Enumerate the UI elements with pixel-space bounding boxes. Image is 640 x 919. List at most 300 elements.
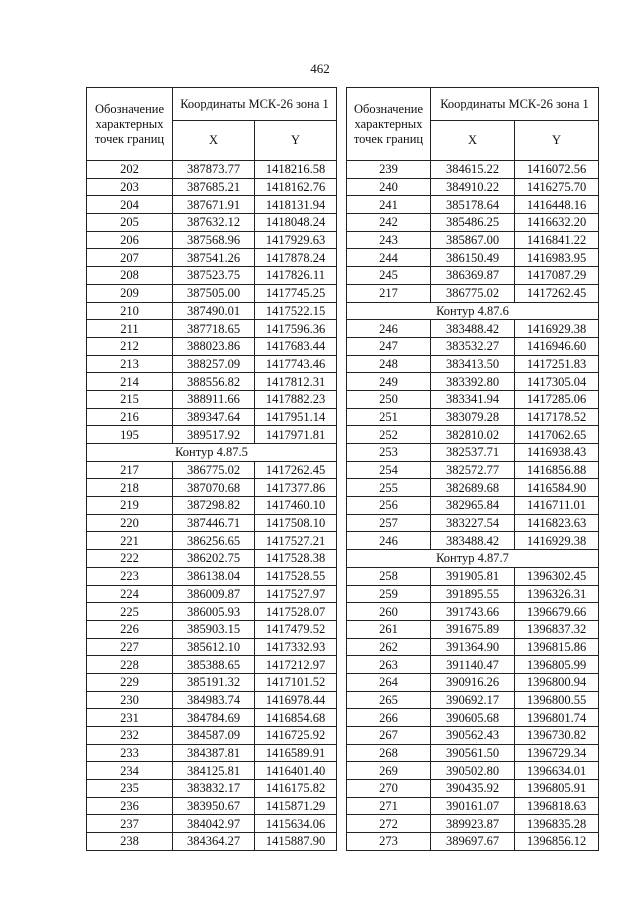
x-coordinate: 386775.02 <box>431 284 515 302</box>
table-row <box>87 833 337 851</box>
y-coordinate: 1417305.04 <box>515 373 599 391</box>
point-number: 267 <box>347 727 431 745</box>
point-number: 248 <box>347 355 431 373</box>
table-row <box>87 479 337 497</box>
x-coordinate: 382810.02 <box>431 426 515 444</box>
x-coordinate: 391675.89 <box>431 620 515 638</box>
table-row <box>87 603 337 621</box>
y-coordinate: 1416275.70 <box>515 178 599 196</box>
x-coordinate: 390502.80 <box>431 762 515 780</box>
y-coordinate: 1416856.88 <box>515 461 599 479</box>
table-row <box>87 408 337 426</box>
y-coordinate: 1417745.25 <box>255 284 337 302</box>
y-coordinate: 1396815.86 <box>515 638 599 656</box>
column-header-points: Обозначение характерных точек границ <box>347 88 431 161</box>
point-number: 208 <box>87 267 173 285</box>
table-row <box>87 744 337 762</box>
x-coordinate: 384784.69 <box>173 709 255 727</box>
y-coordinate: 1418162.76 <box>255 178 337 196</box>
x-coordinate: 387671.91 <box>173 196 255 214</box>
table-row <box>347 214 599 232</box>
contour-label: Контур 4.87.7 <box>347 550 599 568</box>
x-coordinate: 386009.87 <box>173 585 255 603</box>
point-number: 272 <box>347 815 431 833</box>
table-row <box>347 709 599 727</box>
table-row <box>87 815 337 833</box>
point-number: 268 <box>347 744 431 762</box>
x-coordinate: 384587.09 <box>173 727 255 745</box>
table-row <box>347 780 599 798</box>
table-body-right <box>347 161 599 851</box>
x-coordinate: 390161.07 <box>431 797 515 815</box>
table-row <box>347 797 599 815</box>
y-coordinate: 1416929.38 <box>515 320 599 338</box>
x-coordinate: 390562.43 <box>431 727 515 745</box>
x-coordinate: 386150.49 <box>431 249 515 267</box>
y-coordinate: 1396835.28 <box>515 815 599 833</box>
point-number: 254 <box>347 461 431 479</box>
point-number: 223 <box>87 567 173 585</box>
x-coordinate: 387873.77 <box>173 161 255 179</box>
point-number: 271 <box>347 797 431 815</box>
y-coordinate: 1416589.91 <box>255 744 337 762</box>
table-row <box>87 426 337 444</box>
point-number: 270 <box>347 780 431 798</box>
y-coordinate: 1417178.52 <box>515 408 599 426</box>
table-row <box>347 390 599 408</box>
y-coordinate: 1417262.45 <box>255 461 337 479</box>
table-row <box>87 532 337 550</box>
x-coordinate: 385486.25 <box>431 214 515 232</box>
x-coordinate: 388556.82 <box>173 373 255 391</box>
x-coordinate: 387490.01 <box>173 302 255 320</box>
x-coordinate: 386256.65 <box>173 532 255 550</box>
point-number: 262 <box>347 638 431 656</box>
x-coordinate: 390916.26 <box>431 673 515 691</box>
column-header-y: Y <box>515 120 599 160</box>
point-number: 246 <box>347 532 431 550</box>
y-coordinate: 1417528.38 <box>255 550 337 568</box>
y-coordinate: 1396730.82 <box>515 727 599 745</box>
table-row <box>347 815 599 833</box>
column-header-y: Y <box>255 120 337 160</box>
table-row <box>87 585 337 603</box>
point-number: 259 <box>347 585 431 603</box>
table-row <box>347 833 599 851</box>
point-number: 237 <box>87 815 173 833</box>
y-coordinate: 1418048.24 <box>255 214 337 232</box>
y-coordinate: 1415871.29 <box>255 797 337 815</box>
table-row <box>347 479 599 497</box>
point-number: 240 <box>347 178 431 196</box>
point-number: 222 <box>87 550 173 568</box>
table-row <box>87 497 337 515</box>
table-row <box>87 461 337 479</box>
table-row <box>87 709 337 727</box>
x-coordinate: 385191.32 <box>173 673 255 691</box>
x-coordinate: 385388.65 <box>173 656 255 674</box>
column-header-coordinates: Координаты МСК-26 зона 1 <box>173 88 337 121</box>
y-coordinate: 1417878.24 <box>255 249 337 267</box>
x-coordinate: 384364.27 <box>173 833 255 851</box>
x-coordinate: 384125.81 <box>173 762 255 780</box>
table-row <box>347 638 599 656</box>
table-row <box>87 320 337 338</box>
y-coordinate: 1418216.58 <box>255 161 337 179</box>
point-number: 258 <box>347 567 431 585</box>
table-row <box>87 390 337 408</box>
y-coordinate: 1417087.29 <box>515 267 599 285</box>
x-coordinate: 385612.10 <box>173 638 255 656</box>
table-row <box>87 638 337 656</box>
table-row <box>87 550 337 568</box>
x-coordinate: 390435.92 <box>431 780 515 798</box>
x-coordinate: 383079.28 <box>431 408 515 426</box>
point-number: 230 <box>87 691 173 709</box>
y-coordinate: 1417743.46 <box>255 355 337 373</box>
y-coordinate: 1416854.68 <box>255 709 337 727</box>
point-number: 257 <box>347 514 431 532</box>
table-row <box>87 302 337 320</box>
table-row <box>347 497 599 515</box>
x-coordinate: 383488.42 <box>431 532 515 550</box>
point-number: 269 <box>347 762 431 780</box>
contour-row <box>347 550 599 568</box>
page-number: 462 <box>310 61 330 76</box>
point-number: 253 <box>347 444 431 462</box>
point-number: 249 <box>347 373 431 391</box>
contour-row <box>347 302 599 320</box>
x-coordinate: 387541.26 <box>173 249 255 267</box>
x-coordinate: 387568.96 <box>173 231 255 249</box>
x-coordinate: 391743.66 <box>431 603 515 621</box>
point-number: 241 <box>347 196 431 214</box>
point-number: 255 <box>347 479 431 497</box>
y-coordinate: 1416983.95 <box>515 249 599 267</box>
point-number: 218 <box>87 479 173 497</box>
point-number: 247 <box>347 337 431 355</box>
y-coordinate: 1417101.52 <box>255 673 337 691</box>
column-header-x: X <box>173 120 255 160</box>
point-number: 211 <box>87 320 173 338</box>
point-number: 251 <box>347 408 431 426</box>
y-coordinate: 1396837.32 <box>515 620 599 638</box>
y-coordinate: 1396729.34 <box>515 744 599 762</box>
x-coordinate: 385867.00 <box>431 231 515 249</box>
y-coordinate: 1417377.86 <box>255 479 337 497</box>
y-coordinate: 1415634.06 <box>255 815 337 833</box>
x-coordinate: 383341.94 <box>431 390 515 408</box>
table-row <box>87 337 337 355</box>
table-row <box>87 780 337 798</box>
x-coordinate: 387298.82 <box>173 497 255 515</box>
x-coordinate: 387070.68 <box>173 479 255 497</box>
x-coordinate: 384983.74 <box>173 691 255 709</box>
y-coordinate: 1417528.07 <box>255 603 337 621</box>
y-coordinate: 1416632.20 <box>515 214 599 232</box>
table-row <box>347 231 599 249</box>
table-row <box>347 161 599 179</box>
table-row <box>347 461 599 479</box>
table-row <box>347 408 599 426</box>
table-row <box>347 727 599 745</box>
y-coordinate: 1417951.14 <box>255 408 337 426</box>
y-coordinate: 1416823.63 <box>515 514 599 532</box>
x-coordinate: 385903.15 <box>173 620 255 638</box>
x-coordinate: 383488.42 <box>431 320 515 338</box>
table-row <box>347 373 599 391</box>
point-number: 229 <box>87 673 173 691</box>
y-coordinate: 1417882.23 <box>255 390 337 408</box>
point-number: 209 <box>87 284 173 302</box>
y-coordinate: 1417522.15 <box>255 302 337 320</box>
point-number: 202 <box>87 161 173 179</box>
table-row <box>87 161 337 179</box>
table-row <box>347 514 599 532</box>
point-number: 220 <box>87 514 173 532</box>
y-coordinate: 1396302.45 <box>515 567 599 585</box>
point-number: 273 <box>347 833 431 851</box>
x-coordinate: 383413.50 <box>431 355 515 373</box>
y-coordinate: 1396856.12 <box>515 833 599 851</box>
x-coordinate: 387505.00 <box>173 284 255 302</box>
y-coordinate: 1417285.06 <box>515 390 599 408</box>
table-row <box>87 727 337 745</box>
y-coordinate: 1417971.81 <box>255 426 337 444</box>
contour-label: Контур 4.87.6 <box>347 302 599 320</box>
point-number: 221 <box>87 532 173 550</box>
table-row <box>87 567 337 585</box>
point-number: 224 <box>87 585 173 603</box>
point-number: 238 <box>87 833 173 851</box>
coordinates-table-right <box>346 87 599 851</box>
table-body-left <box>87 161 337 851</box>
x-coordinate: 382689.68 <box>431 479 515 497</box>
table-row <box>347 249 599 267</box>
column-header-coordinates: Координаты МСК-26 зона 1 <box>431 88 599 121</box>
y-coordinate: 1416072.56 <box>515 161 599 179</box>
x-coordinate: 383227.54 <box>431 514 515 532</box>
point-number: 260 <box>347 603 431 621</box>
table-row <box>347 426 599 444</box>
point-number: 243 <box>347 231 431 249</box>
x-coordinate: 389517.92 <box>173 426 255 444</box>
x-coordinate: 388257.09 <box>173 355 255 373</box>
y-coordinate: 1396800.94 <box>515 673 599 691</box>
table-row <box>87 514 337 532</box>
point-number: 242 <box>347 214 431 232</box>
x-coordinate: 384615.22 <box>431 161 515 179</box>
x-coordinate: 387446.71 <box>173 514 255 532</box>
x-coordinate: 391895.55 <box>431 585 515 603</box>
y-coordinate: 1396634.01 <box>515 762 599 780</box>
point-number: 232 <box>87 727 173 745</box>
table-row <box>87 267 337 285</box>
point-number: 245 <box>347 267 431 285</box>
point-number: 252 <box>347 426 431 444</box>
y-coordinate: 1417251.83 <box>515 355 599 373</box>
x-coordinate: 385178.64 <box>431 196 515 214</box>
table-row <box>347 744 599 762</box>
y-coordinate: 1417460.10 <box>255 497 337 515</box>
point-number: 256 <box>347 497 431 515</box>
point-number: 212 <box>87 337 173 355</box>
point-number: 226 <box>87 620 173 638</box>
point-number: 231 <box>87 709 173 727</box>
x-coordinate: 387718.65 <box>173 320 255 338</box>
y-coordinate: 1417332.93 <box>255 638 337 656</box>
y-coordinate: 1416175.82 <box>255 780 337 798</box>
table-row <box>347 355 599 373</box>
table-row <box>87 797 337 815</box>
x-coordinate: 391140.47 <box>431 656 515 674</box>
y-coordinate: 1417062.65 <box>515 426 599 444</box>
point-number: 266 <box>347 709 431 727</box>
y-coordinate: 1417683.44 <box>255 337 337 355</box>
table-row <box>347 656 599 674</box>
table-row <box>347 444 599 462</box>
x-coordinate: 387632.12 <box>173 214 255 232</box>
y-coordinate: 1396800.55 <box>515 691 599 709</box>
point-number: 205 <box>87 214 173 232</box>
table-row <box>87 231 337 249</box>
y-coordinate: 1418131.94 <box>255 196 337 214</box>
table-row <box>347 620 599 638</box>
point-number: 213 <box>87 355 173 373</box>
y-coordinate: 1417929.63 <box>255 231 337 249</box>
y-coordinate: 1416841.22 <box>515 231 599 249</box>
table-row <box>347 585 599 603</box>
x-coordinate: 383532.27 <box>431 337 515 355</box>
point-number: 210 <box>87 302 173 320</box>
x-coordinate: 391364.90 <box>431 638 515 656</box>
point-number: 228 <box>87 656 173 674</box>
y-coordinate: 1396801.74 <box>515 709 599 727</box>
y-coordinate: 1417508.10 <box>255 514 337 532</box>
x-coordinate: 383832.17 <box>173 780 255 798</box>
table-row <box>347 196 599 214</box>
y-coordinate: 1417527.21 <box>255 532 337 550</box>
y-coordinate: 1416711.01 <box>515 497 599 515</box>
point-number: 206 <box>87 231 173 249</box>
table-row <box>87 214 337 232</box>
x-coordinate: 382537.71 <box>431 444 515 462</box>
table-row <box>347 267 599 285</box>
y-coordinate: 1417212.97 <box>255 656 337 674</box>
y-coordinate: 1417527.97 <box>255 585 337 603</box>
point-number: 203 <box>87 178 173 196</box>
x-coordinate: 391905.81 <box>431 567 515 585</box>
x-coordinate: 384387.81 <box>173 744 255 762</box>
coordinates-table-left <box>86 87 337 851</box>
x-coordinate: 388023.86 <box>173 337 255 355</box>
point-number: 233 <box>87 744 173 762</box>
y-coordinate: 1416725.92 <box>255 727 337 745</box>
x-coordinate: 386202.75 <box>173 550 255 568</box>
x-coordinate: 386369.87 <box>431 267 515 285</box>
point-number: 239 <box>347 161 431 179</box>
y-coordinate: 1396818.63 <box>515 797 599 815</box>
point-number: 214 <box>87 373 173 391</box>
point-number: 261 <box>347 620 431 638</box>
y-coordinate: 1416946.60 <box>515 337 599 355</box>
contour-row <box>87 444 337 462</box>
table-row <box>87 673 337 691</box>
point-number: 219 <box>87 497 173 515</box>
point-number: 236 <box>87 797 173 815</box>
point-number: 246 <box>347 320 431 338</box>
x-coordinate: 390561.50 <box>431 744 515 762</box>
point-number: 204 <box>87 196 173 214</box>
x-coordinate: 390692.17 <box>431 691 515 709</box>
table-row <box>347 673 599 691</box>
table-row <box>347 178 599 196</box>
x-coordinate: 387685.21 <box>173 178 255 196</box>
point-number: 195 <box>87 426 173 444</box>
table-row <box>347 320 599 338</box>
point-number: 264 <box>347 673 431 691</box>
column-header-x: X <box>431 120 515 160</box>
point-number: 207 <box>87 249 173 267</box>
table-row <box>347 284 599 302</box>
contour-label: Контур 4.87.5 <box>87 444 337 462</box>
table-row <box>87 620 337 638</box>
y-coordinate: 1416584.90 <box>515 479 599 497</box>
y-coordinate: 1417528.55 <box>255 567 337 585</box>
point-number: 265 <box>347 691 431 709</box>
table-row <box>347 567 599 585</box>
point-number: 217 <box>87 461 173 479</box>
point-number: 216 <box>87 408 173 426</box>
y-coordinate: 1417812.31 <box>255 373 337 391</box>
x-coordinate: 383392.80 <box>431 373 515 391</box>
x-coordinate: 389347.64 <box>173 408 255 426</box>
table-row <box>347 762 599 780</box>
y-coordinate: 1416938.43 <box>515 444 599 462</box>
y-coordinate: 1416978.44 <box>255 691 337 709</box>
x-coordinate: 386138.04 <box>173 567 255 585</box>
point-number: 215 <box>87 390 173 408</box>
y-coordinate: 1396805.91 <box>515 780 599 798</box>
point-number: 217 <box>347 284 431 302</box>
table-row <box>87 284 337 302</box>
x-coordinate: 382965.84 <box>431 497 515 515</box>
table-row <box>87 249 337 267</box>
column-header-points: Обозначение характерных точек границ <box>87 88 173 161</box>
point-number: 225 <box>87 603 173 621</box>
table-row <box>347 691 599 709</box>
table-row <box>87 196 337 214</box>
point-number: 234 <box>87 762 173 780</box>
x-coordinate: 388911.66 <box>173 390 255 408</box>
x-coordinate: 389697.67 <box>431 833 515 851</box>
table-row <box>87 355 337 373</box>
x-coordinate: 383950.67 <box>173 797 255 815</box>
x-coordinate: 390605.68 <box>431 709 515 727</box>
table-row <box>87 762 337 780</box>
point-number: 235 <box>87 780 173 798</box>
x-coordinate: 384910.22 <box>431 178 515 196</box>
y-coordinate: 1416401.40 <box>255 762 337 780</box>
point-number: 263 <box>347 656 431 674</box>
point-number: 227 <box>87 638 173 656</box>
x-coordinate: 389923.87 <box>431 815 515 833</box>
y-coordinate: 1396326.31 <box>515 585 599 603</box>
point-number: 250 <box>347 390 431 408</box>
x-coordinate: 387523.75 <box>173 267 255 285</box>
x-coordinate: 382572.77 <box>431 461 515 479</box>
y-coordinate: 1396805.99 <box>515 656 599 674</box>
